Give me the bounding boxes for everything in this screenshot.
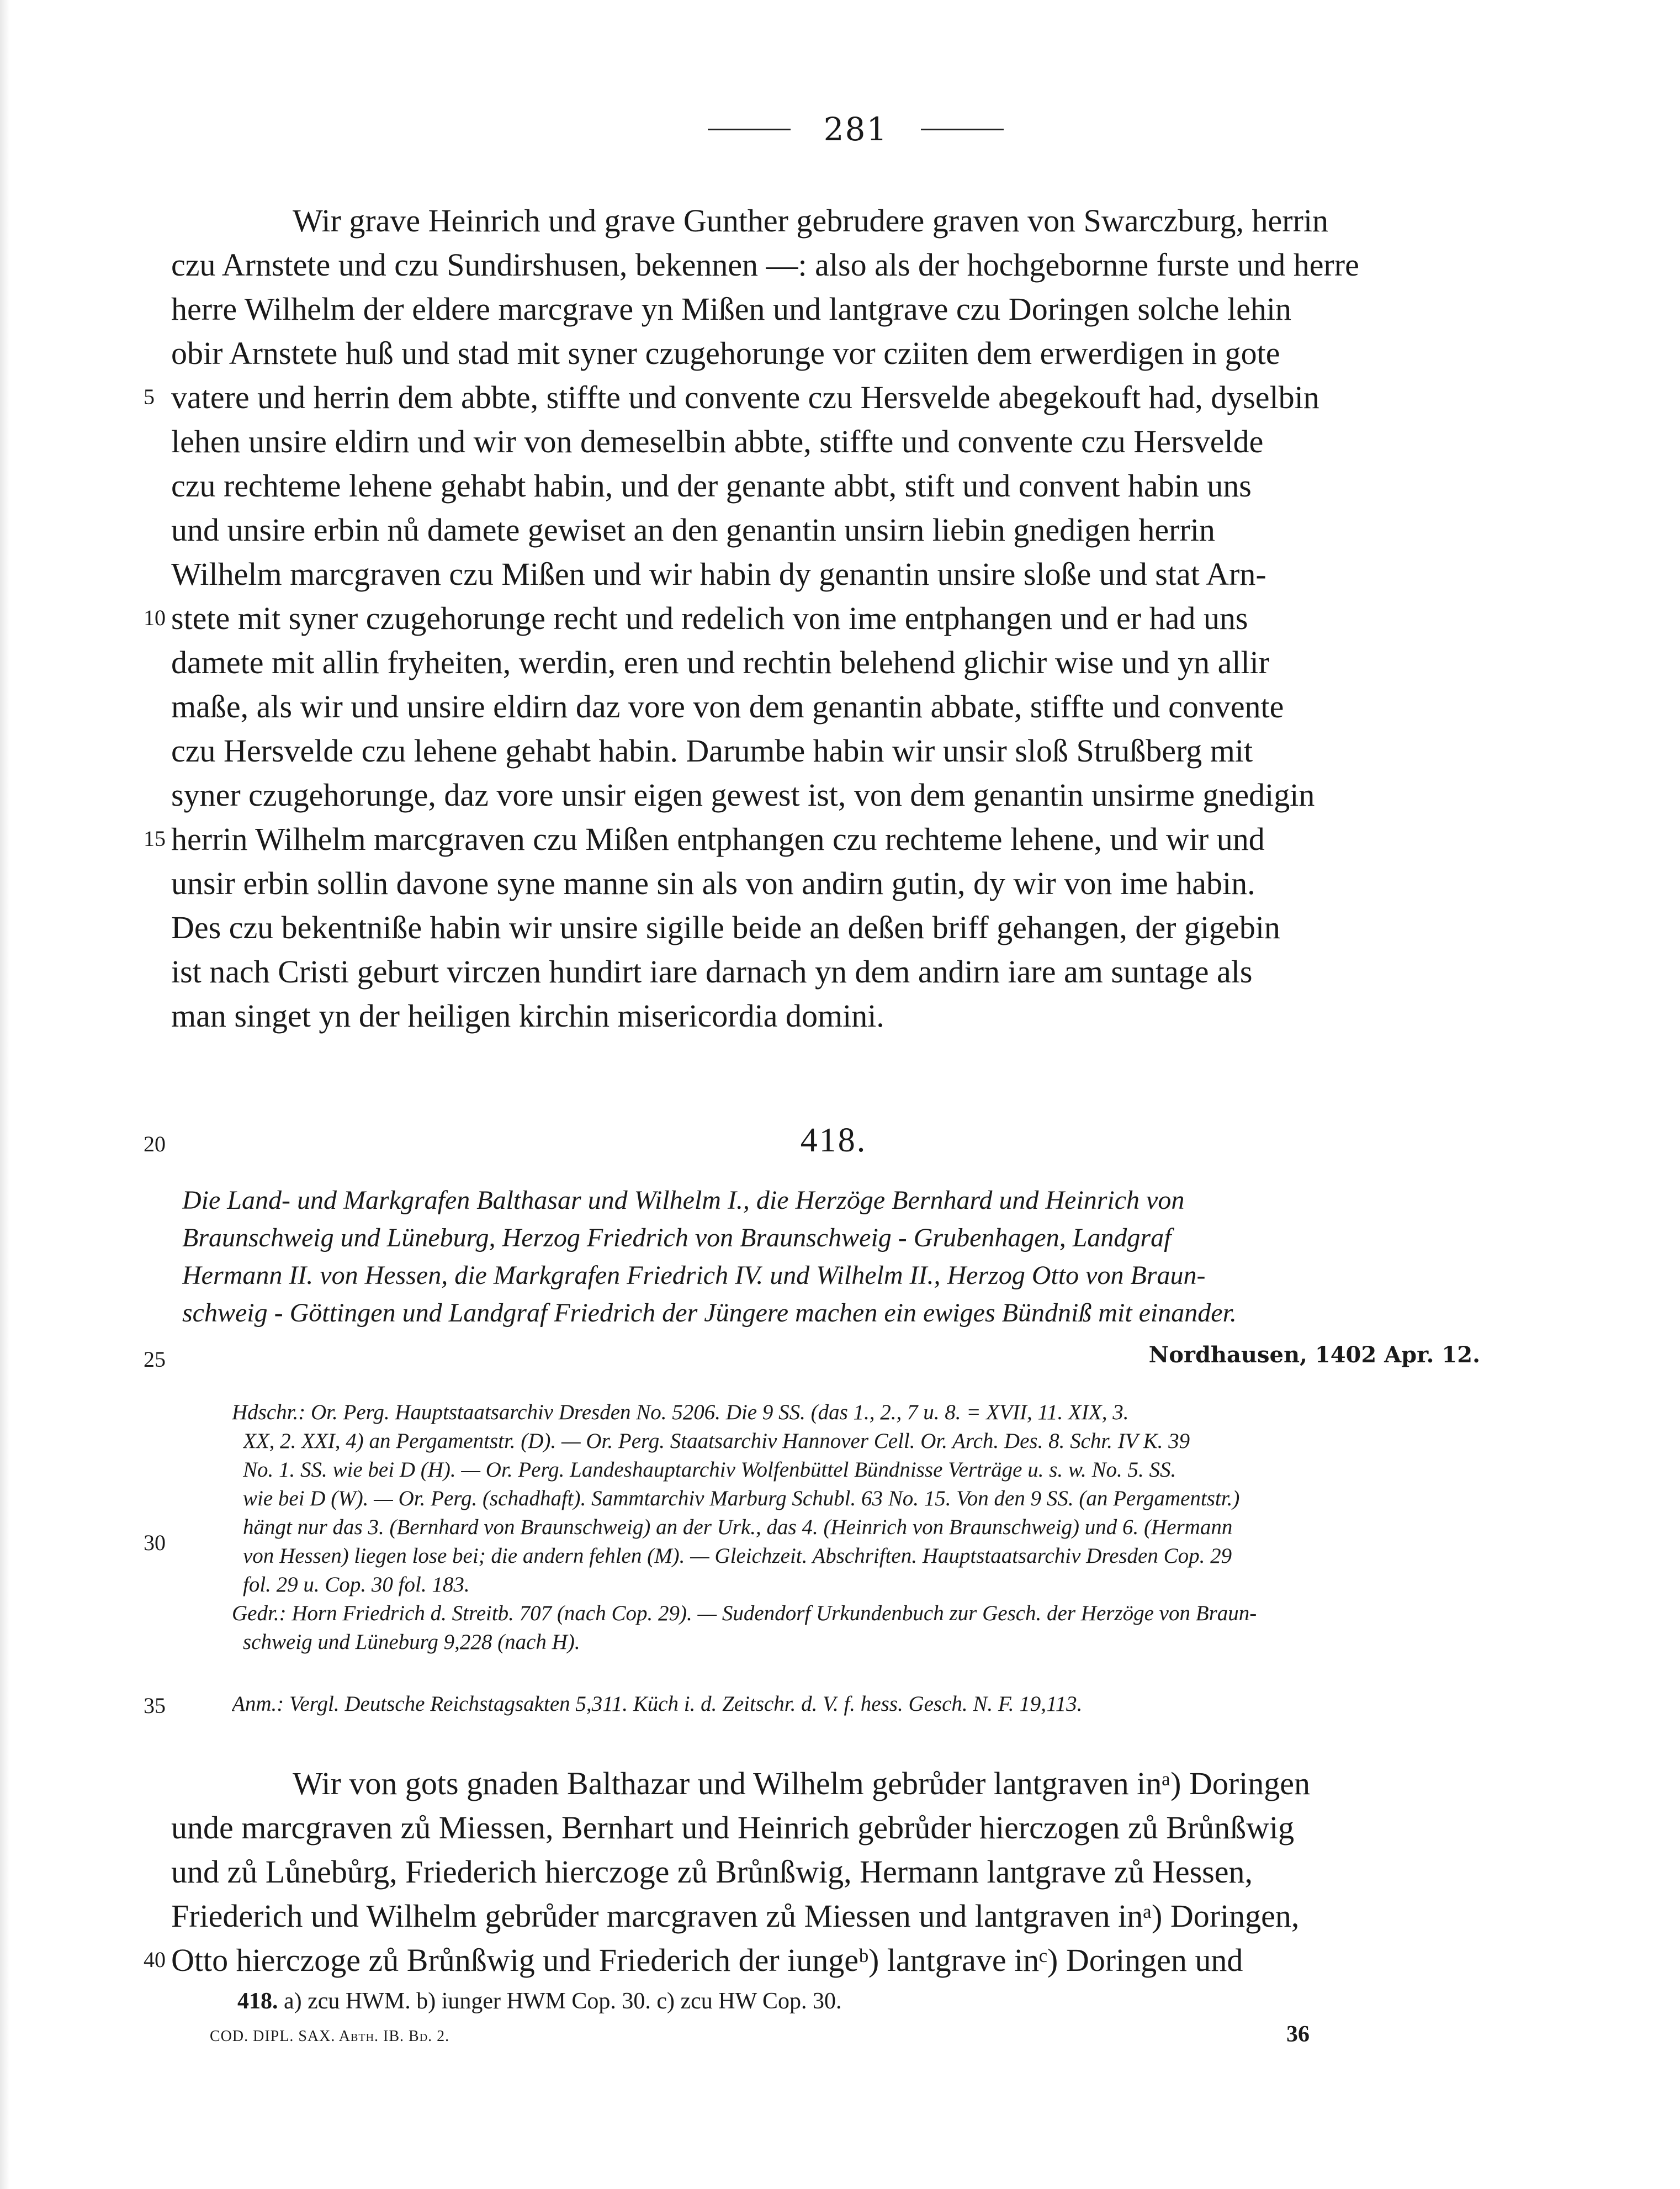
line-number: 35	[144, 1693, 166, 1718]
text-line: czu Arnstete und czu Sundirshusen, bekennen —: also als der hochgebornne furste und herre	[171, 247, 1359, 283]
text-line: herrin Wilhelm marcgraven czu Mißen entphangen czu rechteme lehene, und wir und	[171, 821, 1265, 857]
apparatus-line: XX, 2. XXI, 4) an Pergamentstr. (D). — Or. Perg. Staatsarchiv Hannover Cell. Or. Arch. Des. 8. Schr. IV K. 39	[243, 1429, 1190, 1453]
text-line: und zů Lůnebůrg, Friederich hierczoge zů Brůnßwig, Hermann lantgrave zů Hessen,	[171, 1854, 1253, 1890]
apparatus-line: No. 1. SS. wie bei D (H). — Or. Perg. Landeshauptarchiv Wolfenbüttel Bündnisse Verträge u. s. w. No. 5. SS.	[243, 1458, 1176, 1482]
text-line: czu Hersvelde czu lehene gehabt habin. Darumbe habin wir unsir sloß Strußberg mit	[171, 733, 1253, 769]
text-line: Friederich und Wilhelm gebrůder marcgraven zů Miessen und lantgraven inᵃ) Doringen,	[171, 1898, 1300, 1934]
document-date: Nordhausen, 1402 Apr. 12.	[1148, 1342, 1480, 1368]
text-line: syner czugehorunge, daz vore unsir eigen gewest ist, von dem genantin unsirme gnedigin	[171, 777, 1315, 813]
apparatus-line: fol. 29 u. Cop. 30 fol. 183.	[243, 1573, 470, 1596]
text-line: Wilhelm marcgraven czu Mißen und wir habin dy genantin unsire sloße und stat Arn-	[171, 556, 1266, 592]
text-line: herre Wilhelm der eldere marcgrave yn Mißen und lantgrave czu Doringen solche lehin	[171, 291, 1292, 327]
header-rule-right	[921, 129, 1004, 130]
line-number: 30	[144, 1530, 166, 1555]
text-line: damete mit allin fryheiten, werdin, eren und rechtin belehend glichir wise und yn allir	[171, 644, 1270, 680]
line-number: 25	[144, 1347, 166, 1372]
regest-line: Die Land- und Markgrafen Balthasar und Wilhelm I., die Herzöge Bernhard und Heinrich von	[182, 1186, 1185, 1215]
series-footer: COD. DIPL. SAX. Abth. IB. Bd. 2.	[210, 2028, 450, 2045]
header-rule-left	[708, 129, 791, 130]
apparatus-line: schweig und Lüneburg 9,228 (nach H).	[243, 1630, 580, 1654]
regest-line: Hermann II. von Hessen, die Markgrafen Friedrich IV. und Wilhelm II., Herzog Otto von Braun-	[182, 1261, 1206, 1290]
apparatus-line: Hdschr.: Or. Perg. Hauptstaatsarchiv Dresden No. 5206. Die 9 SS. (das 1., 2., 7 u. 8. = XVII, 11. XIX, 3.	[232, 1400, 1129, 1424]
text-line: Des czu bekentniße habin wir unsire sigille beide an deßen briff gehangen, der gigebin	[171, 910, 1280, 945]
text-line: Wir grave Heinrich und grave Gunther gebrudere graven von Swarczburg, herrin	[293, 203, 1329, 239]
text-line: lehen unsire eldirn und wir von demeselbin abbte, stiffte und convente czu Hersvelde	[171, 424, 1264, 459]
page-edge-shadow	[0, 0, 10, 2189]
line-number: 5	[144, 384, 155, 409]
page-number: 281	[823, 110, 888, 148]
apparatus-line: hängt nur das 3. (Bernhard von Braunschweig) an der Urk., das 4. (Heinrich von Braunschweig) und 6. (Hermann	[243, 1515, 1233, 1539]
text-line: czu rechteme lehene gehabt habin, und der genante abbt, stift und convent habin uns	[171, 468, 1252, 504]
text-line: obir Arnstete huß und stad mit syner czugehorunge vor cziiten dem erwerdigen in gote	[171, 335, 1280, 371]
regest-line: schweig - Göttingen und Landgraf Friedrich der Jüngere machen ein ewiges Bündniß mit einander.	[182, 1298, 1237, 1328]
text-line: vatere und herrin dem abbte, stiffte und convente czu Hersvelde abegekouft had, dyselbin	[171, 379, 1319, 415]
line-number: 20	[144, 1131, 166, 1156]
page-header	[607, 110, 1104, 148]
footnote	[237, 1988, 841, 2014]
text-line: maße, als wir und unsire eldirn daz vore von dem genantin abbate, stiffte und convente	[171, 689, 1284, 725]
line-number: 15	[144, 826, 166, 851]
text-line: stete mit syner czugehorunge recht und redelich von ime entphangen und er had uns	[171, 600, 1248, 636]
text-line: ist nach Cristi geburt virczen hundirt iare darnach yn dem andirn iare am suntage als	[171, 954, 1253, 990]
text-line: und unsire erbin nů damete gewiset an den genantin unsirn liebin gnedigen herrin	[171, 512, 1215, 548]
text-line: Otto hierczoge zů Brůnßwig und Friederich der iungeᵇ) lantgrave inᶜ) Doringen und	[171, 1942, 1243, 1978]
footnote-text: a) zcu HWM. b) iunger HWM Cop. 30. c) zcu HW Cop. 30.	[284, 1989, 842, 2014]
apparatus-line: Anm.: Vergl. Deutsche Reichstagsakten 5,311. Küch i. d. Zeitschr. d. V. f. hess. Gesch. N. F. 19,113.	[232, 1692, 1083, 1716]
text-line: unde marcgraven zů Miessen, Bernhart und Heinrich gebrůder hierczogen zů Brůnßwig	[171, 1810, 1295, 1846]
line-number: 40	[144, 1947, 166, 1972]
text-line: unsir erbin sollin davone syne manne sin als von andirn gutin, dy wir von ime habin.	[171, 865, 1255, 901]
document-number: 418.	[800, 1122, 867, 1159]
footnote-number: 418.	[237, 1989, 278, 2014]
line-number: 10	[144, 605, 166, 630]
apparatus-line: wie bei D (W). — Or. Perg. (schadhaft). Sammtarchiv Marburg Schubl. 63 No. 15. Von den 9 SS. (an Pergamentstr.)	[243, 1487, 1240, 1510]
apparatus-line: Gedr.: Horn Friedrich d. Streitb. 707 (nach Cop. 29). — Sudendorf Urkundenbuch zur Gesch. der Herzöge von Braun-	[232, 1601, 1257, 1625]
signature-mark: 36	[1286, 2022, 1310, 2047]
text-line: man singet yn der heiligen kirchin misericordia domini.	[171, 998, 884, 1034]
apparatus-line: von Hessen) liegen lose bei; die andern fehlen (M). — Gleichzeit. Abschriften. Hauptstaatsarchiv Dresden Cop. 29	[243, 1544, 1232, 1568]
text-line: Wir von gots gnaden Balthazar und Wilhelm gebrůder lantgraven inᵃ) Doringen	[293, 1765, 1311, 1801]
regest-line: Braunschweig und Lüneburg, Herzog Friedrich von Braunschweig - Grubenhagen, Landgraf	[182, 1223, 1172, 1252]
